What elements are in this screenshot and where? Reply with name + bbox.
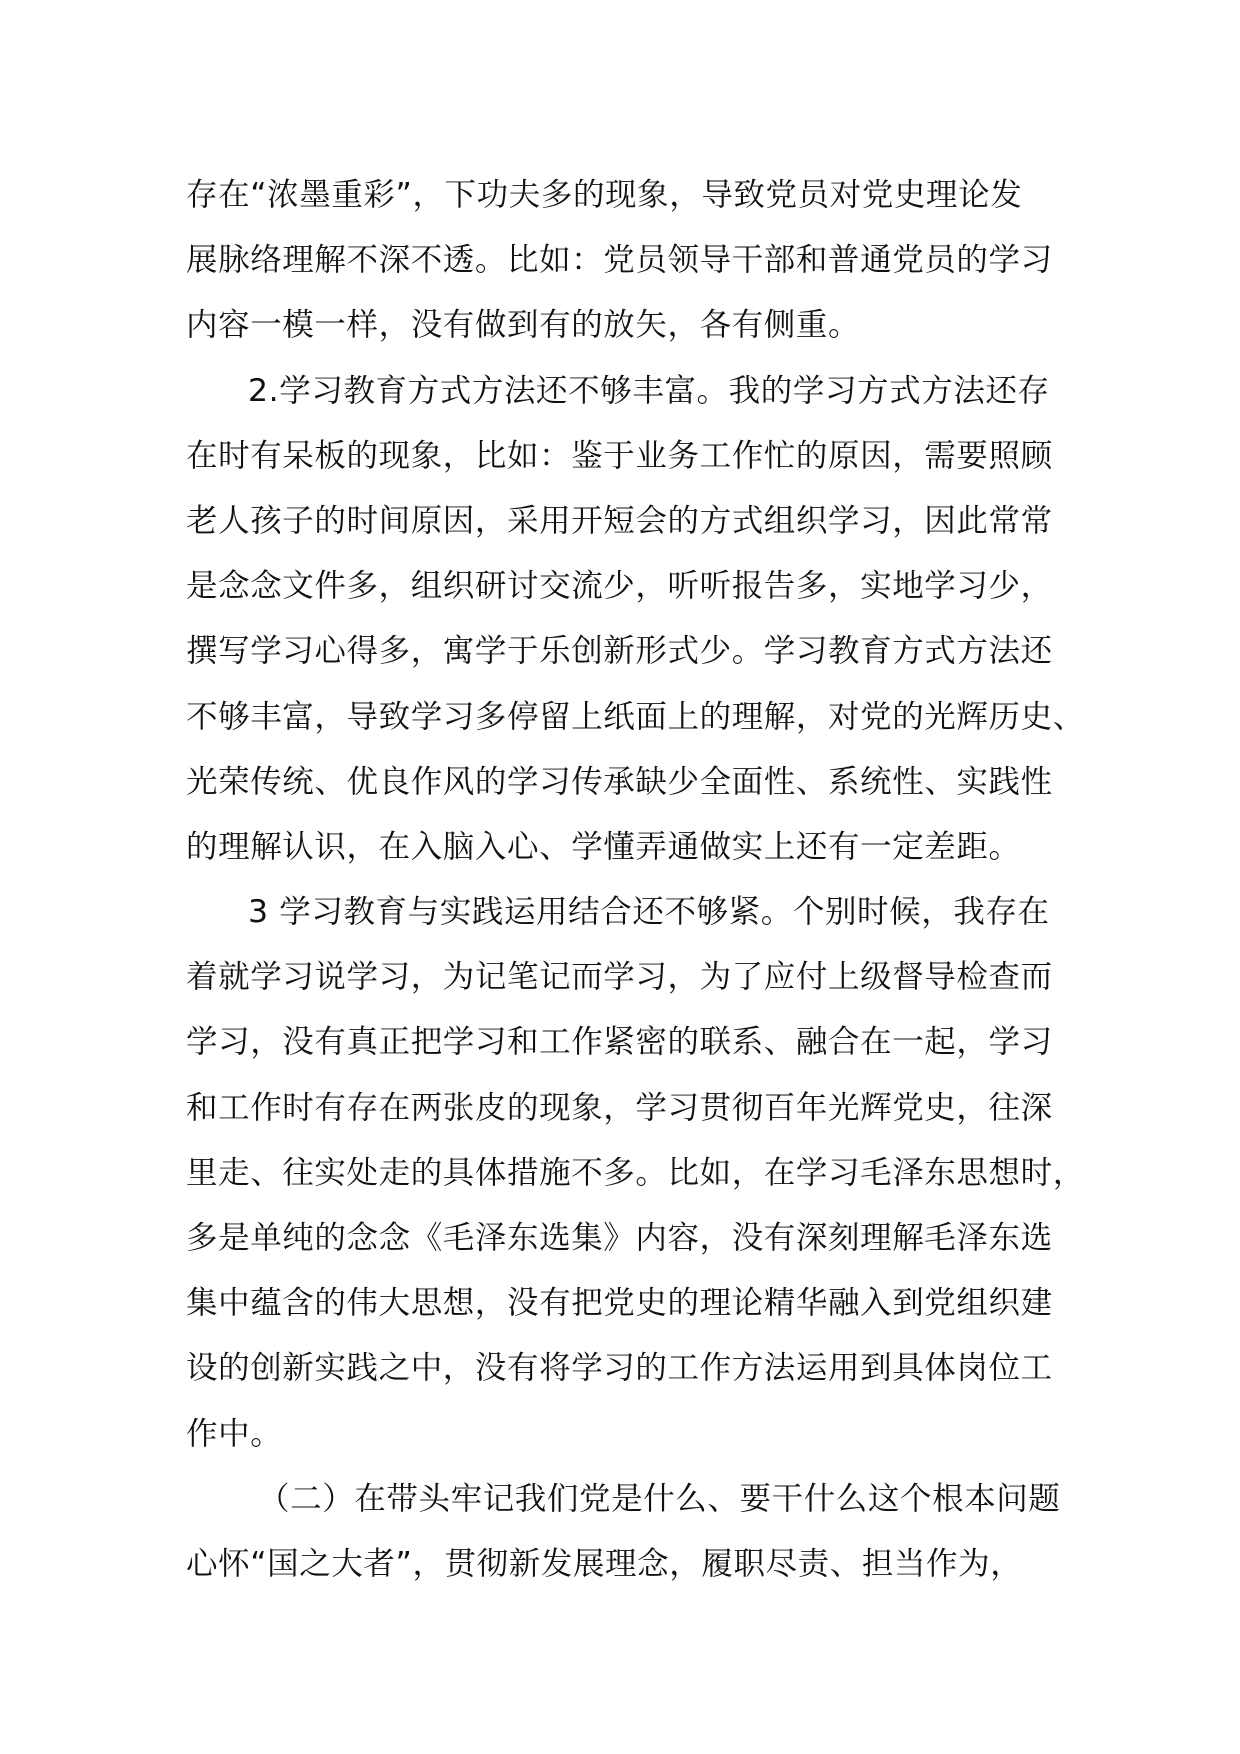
text-line: 心怀“国之大者”，贯彻新发展理念，履职尽责、担当作为， (186, 1545, 1023, 1582)
text-line: 存在“浓墨重彩”，下功夫多的现象，导致党员对党史理论发 (186, 177, 1023, 213)
text-line: 着就学习说学习，为记笔记而学习，为了应付上级督导检查而 (186, 959, 1053, 996)
section-heading-2: （二）在带头牢记我们党是什么、要干什么这个根本问题 (258, 1480, 1061, 1517)
text-line: 是念念文件多，组织研讨交流少，听听报告多，实地学习少， (186, 568, 1053, 605)
text-line: 里走、往实处走的具体措施不多。比如，在学习毛泽东思想时， (186, 1154, 1085, 1191)
text-line: 多是单纯的念念《毛泽东选集》内容，没有深刻理解毛泽东选 (186, 1220, 1053, 1256)
text-line: 集中蕴含的伟大思想，没有把党史的理论精华融入到党组织建 (186, 1285, 1053, 1322)
body-text (186, 163, 1086, 1597)
text-line: 的理解认识，在入脑入心、学懂弄通做实上还有一定差距。 (186, 828, 1021, 865)
text-line: 设的创新实践之中，没有将学习的工作方法运用到具体岗位工 (186, 1350, 1053, 1387)
text-line: 撰写学习心得多，寓学于乐创新形式少。学习教育方式方法还 (186, 633, 1053, 670)
text-line: 在时有呆板的现象，比如：鉴于业务工作忙的原因，需要照顾 (186, 437, 1053, 474)
numbered-item-2-start: 2.学习教育方式方法还不够丰富。我的学习方式方法还存 (248, 372, 1050, 409)
text-line: 和工作时有存在两张皮的现象，学习贯彻百年光辉党史，往深 (186, 1089, 1053, 1126)
text-line: 展脉络理解不深不透。比如：党员领导干部和普通党员的学习 (186, 242, 1053, 279)
text-line: 内容一模一样，没有做到有的放矢，各有侧重。 (186, 307, 861, 344)
numbered-item-3-start: 3 学习教育与实践运用结合还不够紧。个别时候，我存在 (248, 894, 1050, 931)
text-line: 老人孩子的时间原因，采用开短会的方式组织学习，因此常常 (186, 502, 1053, 539)
text-line: 作中。 (186, 1415, 283, 1452)
text-line: 光荣传统、优良作风的学习传承缺少全面性、系统性、实践性 (186, 763, 1053, 800)
text-line: 学习，没有真正把学习和工作紧密的联系、融合在一起，学习 (186, 1024, 1053, 1061)
text-line: 不够丰富，导致学习多停留上纸面上的理解，对党的光辉历史、 (186, 698, 1085, 735)
